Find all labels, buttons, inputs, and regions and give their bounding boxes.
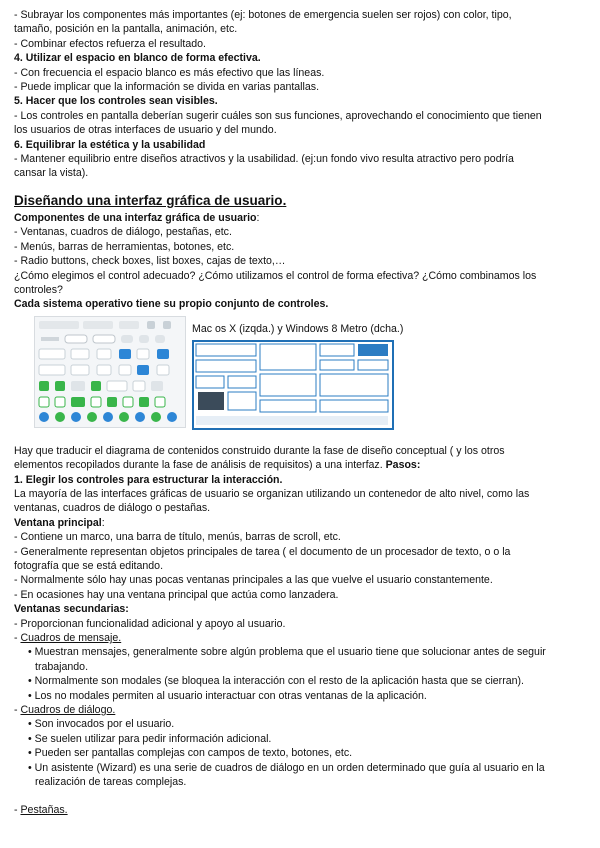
mac-controls-image xyxy=(34,316,186,428)
text-line: La mayoría de las interfaces gráficas de usuario se organizan utilizando un contenedor de alto nivel, como las xyxy=(14,487,530,500)
list-item: • Los no modales permiten al usuario interactuar con otras ventanas de la aplicación. xyxy=(28,689,427,702)
text-line: - Contiene un marco, una barra de título, menús, barras de scroll, etc. xyxy=(14,531,341,544)
text-line: los usuarios de otras interfaces de usuario y del mundo. xyxy=(14,124,277,137)
dash: - xyxy=(14,804,21,817)
heading-6: 6. Equilibrar la estética y la usabilidad xyxy=(14,138,206,151)
message-boxes-heading xyxy=(14,631,586,645)
text-line: ¿Cómo elegimos el control adecuado? ¿Cómo utilizamos el control de forma efectiva? ¿Cómo combinamos los xyxy=(14,269,537,282)
main-window-colon: : xyxy=(101,516,105,529)
text-line: Hay que traducir el diagrama de contenidos construido durante la fase de diseño conceptual ( y los otros xyxy=(14,444,505,457)
list-item: • Muestran mensajes, generalmente sobre algún problema que el usuario tiene que solucionar antes de seguir trabajando. xyxy=(28,646,546,673)
text-line: cansar la vista). xyxy=(14,167,89,180)
dialog-boxes-title: Cuadros de diálogo. xyxy=(20,704,116,717)
text-line xyxy=(14,458,586,472)
heading-4: 4. Utilizar el espacio en blanco de forma efectiva. xyxy=(14,52,261,65)
main-window-title: Ventana principal xyxy=(14,516,102,529)
list-item: • Normalmente son modales (se bloquea la interacción con el resto de la aplicación hasta que se cierran). xyxy=(28,675,524,688)
text-line: - Menús, barras de herramientas, botones, etc. xyxy=(14,240,235,253)
os-heading: Cada sistema operativo tiene su propio conjunto de controles. xyxy=(14,298,329,311)
mac-controls-graphic xyxy=(35,317,185,427)
text-line: ventanas, cuadros de diálogo o pestañas. xyxy=(14,502,211,515)
text-line: - Puede implicar que la información se divida en varias pantallas. xyxy=(14,81,320,94)
components-title: Componentes de una interfaz gráfica de usuario xyxy=(14,211,257,224)
section-title-dot: . xyxy=(282,192,287,208)
text-line: - Con frecuencia el espacio blanco es más efectivo que las líneas. xyxy=(14,66,325,79)
secondary-windows-heading: Ventanas secundarias: xyxy=(14,603,129,616)
text-line: - Normalmente sólo hay unas pocas ventanas principales a las que vuelve el usuario constantemente. xyxy=(14,574,493,587)
list-item: • Pueden ser pantallas complejas con campos de texto, botones, etc. xyxy=(28,747,353,760)
components-colon: : xyxy=(256,211,260,224)
section-title xyxy=(14,193,586,209)
text-line: - Ventanas, cuadros de diálogo, pestañas, etc. xyxy=(14,226,232,239)
text-line: fotografía que se está editando. xyxy=(14,559,164,572)
step-1-heading: 1. Elegir los controles para estructurar la interacción. xyxy=(14,473,283,486)
windows-controls-graphic xyxy=(194,342,392,428)
image-caption: Mac os X (izqda.) y Windows 8 Metro (dcha.) xyxy=(192,322,404,335)
components-heading xyxy=(14,211,586,225)
windows-controls-image xyxy=(192,340,394,430)
dash: - xyxy=(14,632,21,644)
pasos-label: Pasos: xyxy=(385,459,421,472)
message-boxes-title: Cuadros de mensaje. xyxy=(20,632,122,644)
text-line: - Radio buttons, check boxes, list boxes, cajas de texto,… xyxy=(14,255,286,268)
heading-5: 5. Hacer que los controles sean visibles. xyxy=(14,95,218,108)
list-item: • Se suelen utilizar para pedir información adicional. xyxy=(28,732,272,745)
text-line: - Generalmente representan objetos principales de tarea ( el documento de un procesador de texto, o o la xyxy=(14,545,511,558)
text-line: controles? xyxy=(14,283,63,296)
section-title-text: Diseñando una interfaz gráfica de usuario xyxy=(14,192,283,208)
os-controls-figure xyxy=(34,316,586,438)
dash: - xyxy=(14,704,21,717)
tabs-heading xyxy=(14,803,586,817)
text-line: - Combinar efectos refuerza el resultado. xyxy=(14,37,206,50)
text-line: tamaño, posición en la pantalla, animación, etc. xyxy=(14,23,238,36)
main-window-heading xyxy=(14,516,586,530)
text-line: - Subrayar los componentes más importantes (ej: botones de emergencia suelen ser rojos) con color, tipo, xyxy=(14,9,512,21)
text-line: - En ocasiones hay una ventana principal que actúa como lanzadera. xyxy=(14,588,339,601)
list-item: • Un asistente (Wizard) es una serie de cuadros de diálogo en un orden determinado que guía al usuario en la realización de tareas complejas. xyxy=(28,761,545,789)
translate-text: elementos recopilados durante la fase de análisis de requisitos) a una interfaz. xyxy=(14,459,383,472)
text-line: - Los controles en pantalla deberían sugerir cuáles son sus funciones, aprovechando el conocimiento que tienen xyxy=(14,109,542,122)
windows-figure-area xyxy=(192,316,402,436)
tabs-title: Pestañas. xyxy=(20,804,68,817)
list-item: • Son invocados por el usuario. xyxy=(28,718,175,731)
dialog-boxes-heading xyxy=(14,703,586,717)
text-line: - Proporcionan funcionalidad adicional y apoyo al usuario. xyxy=(14,617,286,630)
text-line: - Mantener equilibrio entre diseños atractivos y la usabilidad. (ej:un fondo vivo resulta atractivo pero podría xyxy=(14,153,514,166)
